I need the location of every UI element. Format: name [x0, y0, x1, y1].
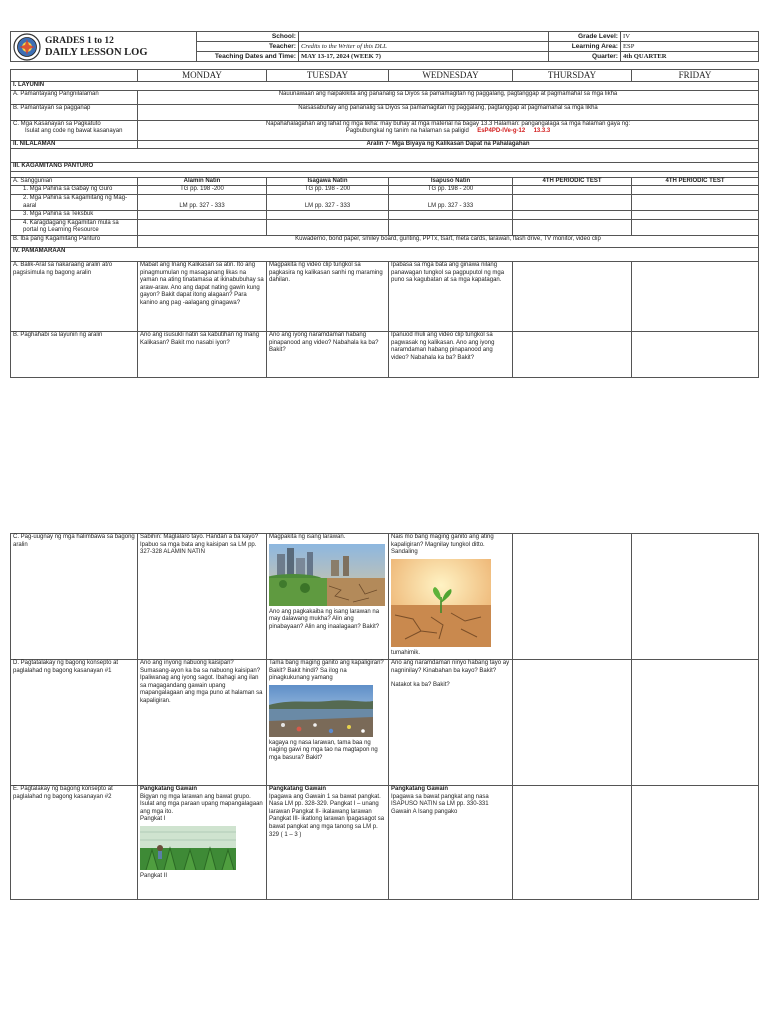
section-kagamitang-panturo: III. KAGAMITANG PANTURO: [11, 163, 759, 172]
kasanayan-text1: Napahahalagahan ang lahat ng mga likha: may buhay at mga material na bagay 13.3 Halaman: pangangalaga sa mga halaman gaya ng:: [265, 120, 631, 127]
greenhouse-plants-image: [140, 826, 236, 870]
form-title-line2: DAILY LESSON LOG: [45, 46, 148, 58]
mon-pagtalakay-2-text: Bigyan ng mga larawan ang bawat grupo. Isulat ang mga paraan upang mapangalagaan ang mga ito.: [140, 793, 263, 815]
fri-periodic-test: 4TH PERIODIC TEST: [632, 177, 759, 186]
nilalaman-value: Aralin 7- Mga Biyaya ng Kalikasan Dapat na Pahalagahan: [138, 140, 759, 149]
row-label-teksbuk: 3. Mga Pahina sa Teksbuk: [11, 211, 138, 220]
section-layunin: I. LAYUNIN: [11, 82, 759, 91]
row-label-paghahabi: B. Paghahabi sa layunin ng aralin: [11, 331, 138, 377]
section-pamamaraan: IV. PAMAMARAAN: [11, 247, 759, 261]
mon-teksbuk: [138, 211, 267, 220]
mon-tg-pages: TG pp. 198 -200: [138, 186, 267, 195]
kasanayan-value: [138, 120, 759, 140]
row-label-kasanayan: [11, 120, 138, 140]
city-vs-drought-image: [269, 544, 385, 606]
tue-teksbuk: [267, 211, 389, 220]
row-label-pamantayan-pagganap: B. Pamantayan sa pagganap: [11, 104, 138, 120]
header-table: [10, 31, 759, 62]
row-label-learning-resource: 4. Karagdagang Kagamitan mula sa portal ng Learning Resource: [11, 219, 138, 235]
tue-pag-uugnay-top: Magpakita ng isang larawan.: [269, 534, 346, 540]
wed-sanggunian-head: Isapuso Natin: [389, 177, 513, 186]
row-label-kagamitan-mag-aaral: 2. Mga Pahina sa Kagamitang ng Mag-aaral: [11, 194, 138, 210]
day-header-tuesday: TUESDAY: [267, 70, 389, 82]
section-nilalaman: II. NILALAMAN: [11, 140, 138, 149]
day-header-friday: FRIDAY: [632, 70, 759, 82]
wed-paghahabi: Ipanuod muli ang video clip tungkol sa pagwasak ng kalikasan. Ano ang iyong naramdaman habang pinapanood ang video? Nabahala ka ba? Bakit?: [389, 331, 513, 377]
thu-teksbuk: [513, 211, 632, 220]
kasanayan-sublabel: Isulat ang code ng bawat kasanayan: [25, 128, 123, 135]
grade-level-value: IV: [621, 32, 759, 42]
kasanayan-text2: Pagbubungkal ng tanim na halaman sa paligid: [345, 128, 469, 135]
tue-pag-uugnay: [267, 534, 389, 660]
row-label-sanggunian: A. Sanggunian: [11, 177, 138, 186]
mon-pag-uugnay: Sabihin: Maglalaro tayo. Handan a ba kayo? Ipabuo sa mga bata ang kaisipan sa LM pp. 327-328 ALAMIN NATIN: [138, 534, 267, 660]
spacer-row: [11, 149, 759, 163]
tue-tg-pages: TG pp. 198 - 200: [267, 186, 389, 195]
thu-lr: [513, 219, 632, 235]
school-label: School:: [197, 32, 299, 42]
wed-lr: [389, 219, 513, 235]
mon-paghahabi: Ano ang isusukli natin sa kabutihan ng Inang Kalikasan? Bakit mo nasabi iyon?: [138, 331, 267, 377]
mon-pangkat-1: Pangkat I: [140, 816, 166, 823]
quarter-value: 4th QUARTER: [621, 52, 759, 62]
quarter-label: Quarter:: [549, 52, 621, 62]
lesson-log-part2: [10, 533, 758, 900]
tue-pangkatang-gawain-head: Pangkatang Gawain: [269, 786, 327, 792]
tue-pagtatalakay-1-top: Tama bang maging ganito ang kapaligiran? Bakit? Bakit hindi? Sa ilog na pinagkukunang yamang: [269, 660, 384, 682]
tue-sanggunian-head: Isagawa Natin: [267, 177, 389, 186]
tue-balik-aral: Magpakita ng video clip tungkol sa pagkasira ng kalikasan sanhi ng maraming dahilan.: [267, 261, 389, 331]
fri-tg-pages: [632, 186, 759, 195]
kasanayan-text2-line: [140, 128, 756, 136]
wed-pagtatalakay-1: [389, 660, 513, 786]
fri-paghahabi: [632, 331, 759, 377]
day-header-monday: MONDAY: [138, 70, 267, 82]
day-header-wednesday: WEDNESDAY: [389, 70, 513, 82]
lesson-log-part1: [10, 69, 758, 378]
row-label-pagtalakay-2: E. Pagtalakay ng bagong konsepto at paglalahad ng bagong kasanayan #2: [11, 786, 138, 900]
learning-area-value: ESP: [621, 42, 759, 52]
thu-lm-pages: [513, 194, 632, 210]
thu-tg-pages: [513, 186, 632, 195]
wed-tg-pages: TG pp. 198 - 200: [389, 186, 513, 195]
row-label-gabay-guro: 1. Mga Pahina sa Gabay ng Guro: [11, 186, 138, 195]
corner-cell: [11, 70, 138, 82]
pamantayan-pagganap-value: Naisasabuhay ang pananalig sa Diyos sa pamamagitan ng paggalang, pagtanggap at pagmamahal sa mga likha: [138, 104, 759, 120]
tue-lr: [267, 219, 389, 235]
teacher-value: Credits to the Writer of this DLL: [299, 42, 549, 52]
thu-pag-uugnay: [513, 534, 632, 660]
kasanayan-label: C. Mga Kasanayan sa Pagkatuto: [13, 120, 101, 127]
mon-lr: [138, 219, 267, 235]
thu-pagtalakay-2: [513, 786, 632, 900]
lesson-table-top: [10, 69, 759, 378]
tue-pagtalakay-2-text: Ipagawa ang Gawain 1 sa bawat pangkat. Nasa LM pp. 328-329. Pangkat I – unang larawan Pangkat II- ikalawang larawan Pangkat III- ikatlong larawan Ipagasagot sa bawat pangkat ang mga tanong sa LM p. 329 ( 1 – 3 ): [269, 793, 385, 838]
day-header-thursday: THURSDAY: [513, 70, 632, 82]
mon-pagtalakay-2: [138, 786, 267, 900]
header: [10, 31, 758, 61]
fri-pagtalakay-2: [632, 786, 759, 900]
thu-balik-aral: [513, 261, 632, 331]
wed-pagtalakay-2-text: Ipagawa sa bawat pangkat ang nasa ISAPUSO NATIN sa LM pp. 330-331 Gawain A Isang pangako: [391, 793, 489, 815]
mon-pangkat-2: Pangkat II: [140, 872, 168, 879]
thu-pagtatalakay-1: [513, 660, 632, 786]
iba-pang-kagamitan-value: Kuwaderno, bond paper, smiley board, gunting, PPTx, tsart, meta cards, larawan, flash drive, TV monitor, video clip: [138, 235, 759, 247]
pamantayang-pangnilalaman-value: Nauunawaan ang naipakikita ang pananalig sa Diyos sa pamamagitan ng paggalang, pagtanggap at pagmamahal sa mga likha: [138, 90, 759, 104]
logo-title-cell: [11, 32, 197, 62]
tue-pagtatalakay-1: [267, 660, 389, 786]
teaching-dates-label: Teaching Dates and Time:: [197, 52, 299, 62]
thu-periodic-test: 4TH PERIODIC TEST: [513, 177, 632, 186]
wed-balik-aral: Ipabasa sa mga bata ang ginawa nilang panawagan tungkol sa pagpuputol ng mga puno sa kagubatan at sa mga kapatagan.: [389, 261, 513, 331]
wed-pagtatalakay-1-text1: Ano ang naramdaman ninyo habang tayo ay nagninilay? Kinabahan ba kayo? Bakit?: [391, 660, 510, 674]
competency-subcode: 13.3.3: [533, 128, 551, 135]
lesson-table-bottom: [10, 533, 759, 900]
mon-sanggunian-head: Alamin Natin: [138, 177, 267, 186]
mon-pagtatalakay-1: Ano ang inyong nabuong kaisipan? Sumasang-ayon ka ba sa nabuong kaisipan? Ipaliwanag ang iyong sagot. Ibahagi ang ilan sa magagandang gawain upang mapangalagaan ang mga puno at halaman sa kapaligiran.: [138, 660, 267, 786]
wed-lm-pages: LM pp. 327 - 333: [389, 194, 513, 210]
deped-seal-icon: [13, 33, 41, 61]
wed-pag-uugnay: [389, 534, 513, 660]
learning-area-label: Learning Area:: [549, 42, 621, 52]
grade-level-label: Grade Level:: [549, 32, 621, 42]
row-label-pag-uugnay: C. Pag-uugnay ng mga halimbawa sa bagong aralin: [11, 534, 138, 660]
dry-soil-sprout-image: [391, 559, 491, 647]
competency-code: EsP4PD-IVe-g-12: [477, 128, 526, 135]
polluted-river-image: [269, 685, 373, 737]
fri-pagtatalakay-1: [632, 660, 759, 786]
fri-lr: [632, 219, 759, 235]
row-label-pamantayang-pangnilalaman: A. Pamantayang Pangnilalaman: [11, 90, 138, 104]
mon-pangkatang-gawain-head: Pangkatang Gawain: [140, 786, 198, 792]
school-value: [299, 32, 549, 42]
tue-lm-pages: LM pp. 327 - 333: [267, 194, 389, 210]
wed-pag-uugnay-top: Nais mo bang maging ganito ang ating kapaligiran? Magnilay tungkol ditto. Sandaling: [391, 534, 494, 556]
fri-pag-uugnay: [632, 534, 759, 660]
mon-lm-pages: LM pp. 327 - 333: [138, 194, 267, 210]
wed-pagtalakay-2: [389, 786, 513, 900]
row-label-pagtatalakay-1: D. Pagtatalakay ng bagong konsepto at paglalahad ng bagong kasanayan #1: [11, 660, 138, 786]
mon-balik-aral: Mabait ang Inang Kalikasan sa atin. Ito ang pinagmumulan ng masaganang likas na yaman na ating tinatamasa at ikinabubuhay sa araw-araw. Ano ang dapat nating gawin kung gayon? Bakit dapat itong alagaan? Para kanino ang pag -aalagang ginagawa?: [138, 261, 267, 331]
wed-pag-uugnay-bottom: tumahimik.: [391, 649, 421, 656]
wed-teksbuk: [389, 211, 513, 220]
fri-teksbuk: [632, 211, 759, 220]
tue-pag-uugnay-bottom: Ano ang pagkakaiba ng isang larawan na may dalawang mukha? Alin ang pinabayaan? Alin ang inaalagaan? Bakit?: [269, 608, 380, 630]
teacher-label: Teacher:: [197, 42, 299, 52]
row-label-balik-aral: A. Balik-Aral sa nakaraang aralin at/o pagsisimula ng bagong aralin: [11, 261, 138, 331]
form-title-line1: GRADES 1 to 12: [45, 35, 114, 46]
teaching-dates-value: MAY 13-17, 2024 (WEEK 7): [299, 52, 549, 62]
thu-paghahabi: [513, 331, 632, 377]
wed-pangkatang-gawain-head: Pangkatang Gawain: [391, 786, 449, 792]
wed-pagtatalakay-1-text2: Natakot ka ba? Bakit?: [391, 682, 450, 689]
tue-pagtalakay-2: [267, 786, 389, 900]
row-label-iba-pang-kagamitan: B. Iba pang Kagamitang Panturo: [11, 235, 138, 247]
tue-paghahabi: Ano ang iyong naramdaman habang pinapanood ang video? Nabahala ka ba? Bakit?: [267, 331, 389, 377]
fri-lm-pages: [632, 194, 759, 210]
fri-balik-aral: [632, 261, 759, 331]
tue-pagtatalakay-1-bottom: kagaya ng nasa larawan, tama baa ng naging gawi ng mga tao na magtapon ng mga basura? Bakit?: [269, 739, 378, 761]
